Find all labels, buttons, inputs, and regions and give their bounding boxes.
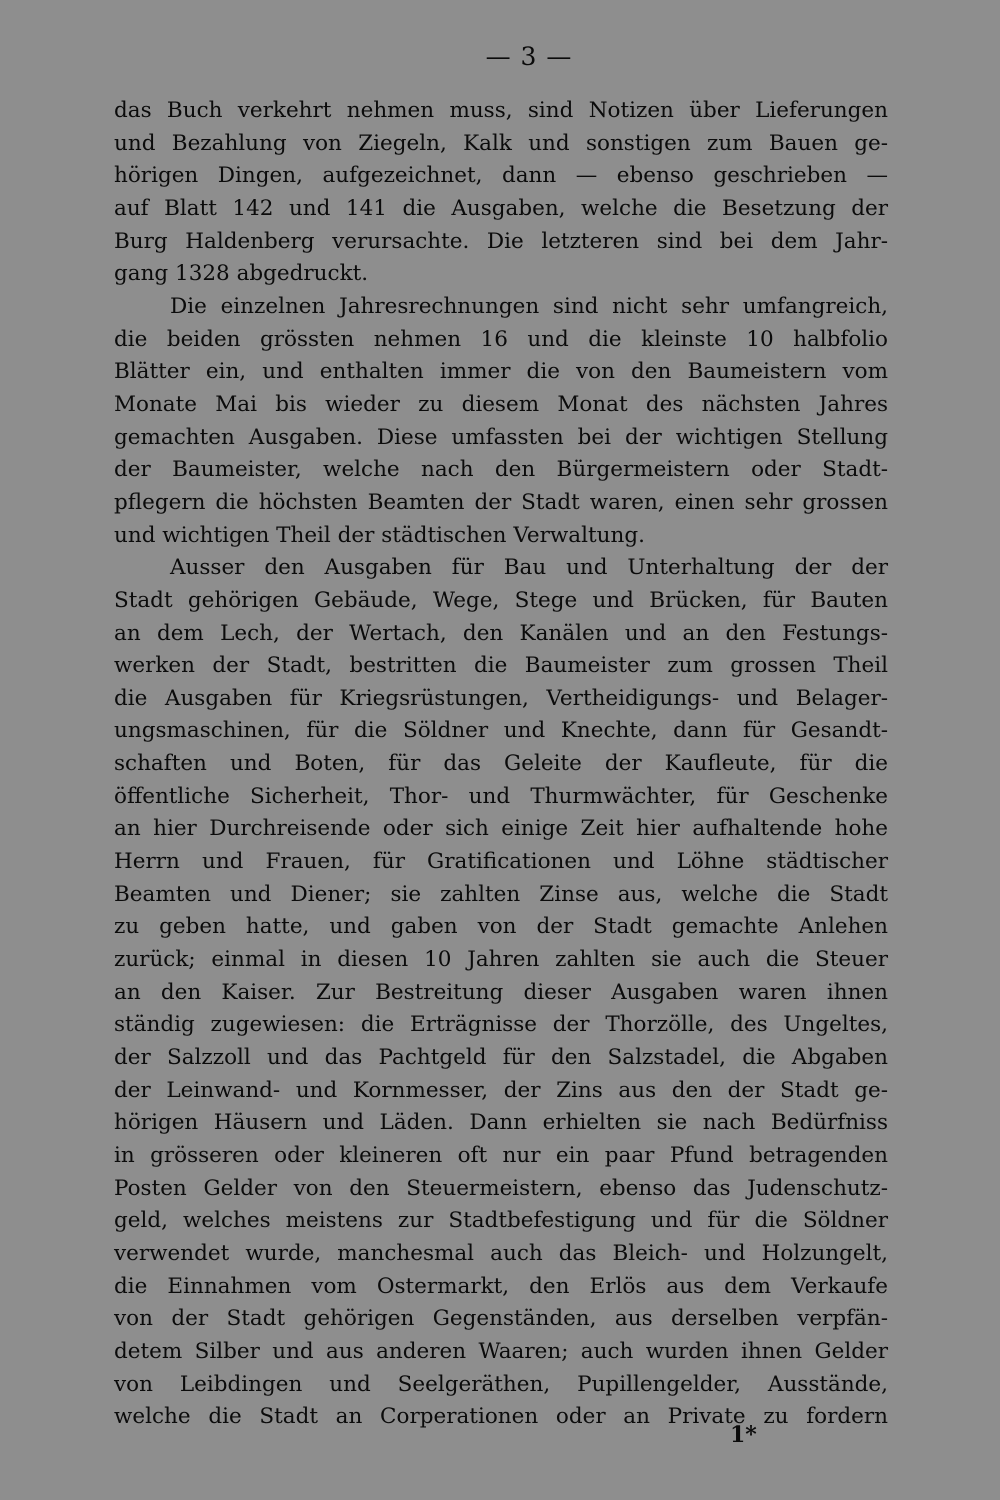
text-line: Herrn und Frauen, für Gratificationen und Löhne städtischer bbox=[114, 849, 888, 875]
text-line: der Baumeister, welche nach den Bürgermeistern oder Stadt- bbox=[114, 457, 888, 483]
body-text bbox=[114, 95, 888, 1434]
text-line: die Ausgaben für Kriegsrüstungen, Vertheidigungs- und Belager- bbox=[114, 685, 888, 711]
text-line: der Salzzoll und das Pachtgeld für den Salzstadel, die Abgaben bbox=[114, 1045, 888, 1071]
text-line: zu geben hatte, und gaben von der Stadt gemachte Anlehen bbox=[114, 914, 888, 940]
text-line: und Bezahlung von Ziegeln, Kalk und sonstigen zum Bauen ge- bbox=[114, 130, 888, 156]
signature-mark: 1* bbox=[730, 1422, 757, 1448]
text-line: werken der Stadt, bestritten die Baumeister zum grossen Theil bbox=[114, 653, 888, 679]
text-line: hörigen Dingen, aufgezeichnet, dann — ebenso geschrieben — bbox=[114, 163, 888, 189]
text-line: hörigen Häusern und Läden. Dann erhielten sie nach Bedürfniss bbox=[114, 1110, 888, 1136]
text-line: welche die Stadt an Corperationen oder an Private zu fordern bbox=[114, 1404, 888, 1430]
text-line: an den Kaiser. Zur Bestreitung dieser Ausgaben waren ihnen bbox=[114, 979, 888, 1005]
text-line: von Leibdingen und Seelgeräthen, Pupillengelder, Ausstände, bbox=[114, 1371, 888, 1397]
text-line: ständig zugewiesen: die Erträgnisse der Thorzölle, des Ungeltes, bbox=[114, 1012, 888, 1038]
text-line: geld, welches meistens zur Stadtbefestigung und für die Söldner bbox=[114, 1208, 888, 1234]
text-line: ungsmaschinen, für die Söldner und Knechte, dann für Gesandt- bbox=[114, 718, 888, 744]
text-line: von der Stadt gehörigen Gegenständen, aus derselben verpfän- bbox=[114, 1306, 888, 1332]
text-line: öffentliche Sicherheit, Thor- und Thurmwächter, für Geschenke bbox=[114, 783, 888, 809]
text-line: Burg Haldenberg verursachte. Die letzteren sind bei dem Jahr- bbox=[114, 228, 888, 254]
text-line: der Leinwand- und Kornmesser, der Zins aus den der Stadt ge- bbox=[114, 1077, 888, 1103]
text-line: die beiden grössten nehmen 16 und die kleinste 10 halbfolio bbox=[114, 326, 888, 352]
text-line: Die einzelnen Jahresrechnungen sind nicht sehr umfangreich, bbox=[170, 293, 888, 319]
text-line: pflegern die höchsten Beamten der Stadt waren, einen sehr grossen bbox=[114, 489, 888, 515]
text-line: gemachten Ausgaben. Diese umfassten bei der wichtigen Stellung bbox=[114, 424, 888, 450]
text-line: die Einnahmen vom Ostermarkt, den Erlös aus dem Verkaufe bbox=[114, 1273, 888, 1299]
page-number: — 3 — bbox=[485, 42, 573, 71]
text-line: Monate Mai bis wieder zu diesem Monat des nächsten Jahres bbox=[114, 391, 888, 417]
page-header bbox=[0, 42, 1000, 71]
text-line: Beamten und Diener; sie zahlten Zinse aus, welche die Stadt bbox=[114, 881, 888, 907]
text-line: an hier Durchreisende oder sich einige Zeit hier aufhaltende hohe bbox=[114, 816, 888, 842]
text-line: schaften und Boten, für das Geleite der Kaufleute, für die bbox=[114, 751, 888, 777]
text-line: an dem Lech, der Wertach, den Kanälen und an den Festungs- bbox=[114, 620, 888, 646]
text-line: detem Silber und aus anderen Waaren; auch wurden ihnen Gelder bbox=[114, 1338, 888, 1364]
text-line: Posten Gelder von den Steuermeistern, ebenso das Judenschutz- bbox=[114, 1175, 888, 1201]
text-line: das Buch verkehrt nehmen muss, sind Notizen über Lieferungen bbox=[114, 98, 888, 123]
text-line: und wichtigen Theil der städtischen Verwaltung. bbox=[114, 522, 645, 548]
text-line: Ausser den Ausgaben für Bau und Unterhaltung der der bbox=[170, 555, 888, 581]
text-line: Blätter ein, und enthalten immer die von den Baumeistern vom bbox=[114, 359, 888, 385]
text-line: gang 1328 abgedruckt. bbox=[114, 261, 369, 287]
text-line: verwendet wurde, manchesmal auch das Bleich- und Holzungelt, bbox=[114, 1240, 888, 1266]
text-line: zurück; einmal in diesen 10 Jahren zahlten sie auch die Steuer bbox=[114, 947, 888, 973]
text-line: Stadt gehörigen Gebäude, Wege, Stege und Brücken, für Bauten bbox=[114, 587, 888, 613]
text-line: auf Blatt 142 und 141 die Ausgaben, welche die Besetzung der bbox=[114, 195, 888, 221]
text-line: in grösseren oder kleineren oft nur ein paar Pfund betragenden bbox=[114, 1143, 888, 1168]
